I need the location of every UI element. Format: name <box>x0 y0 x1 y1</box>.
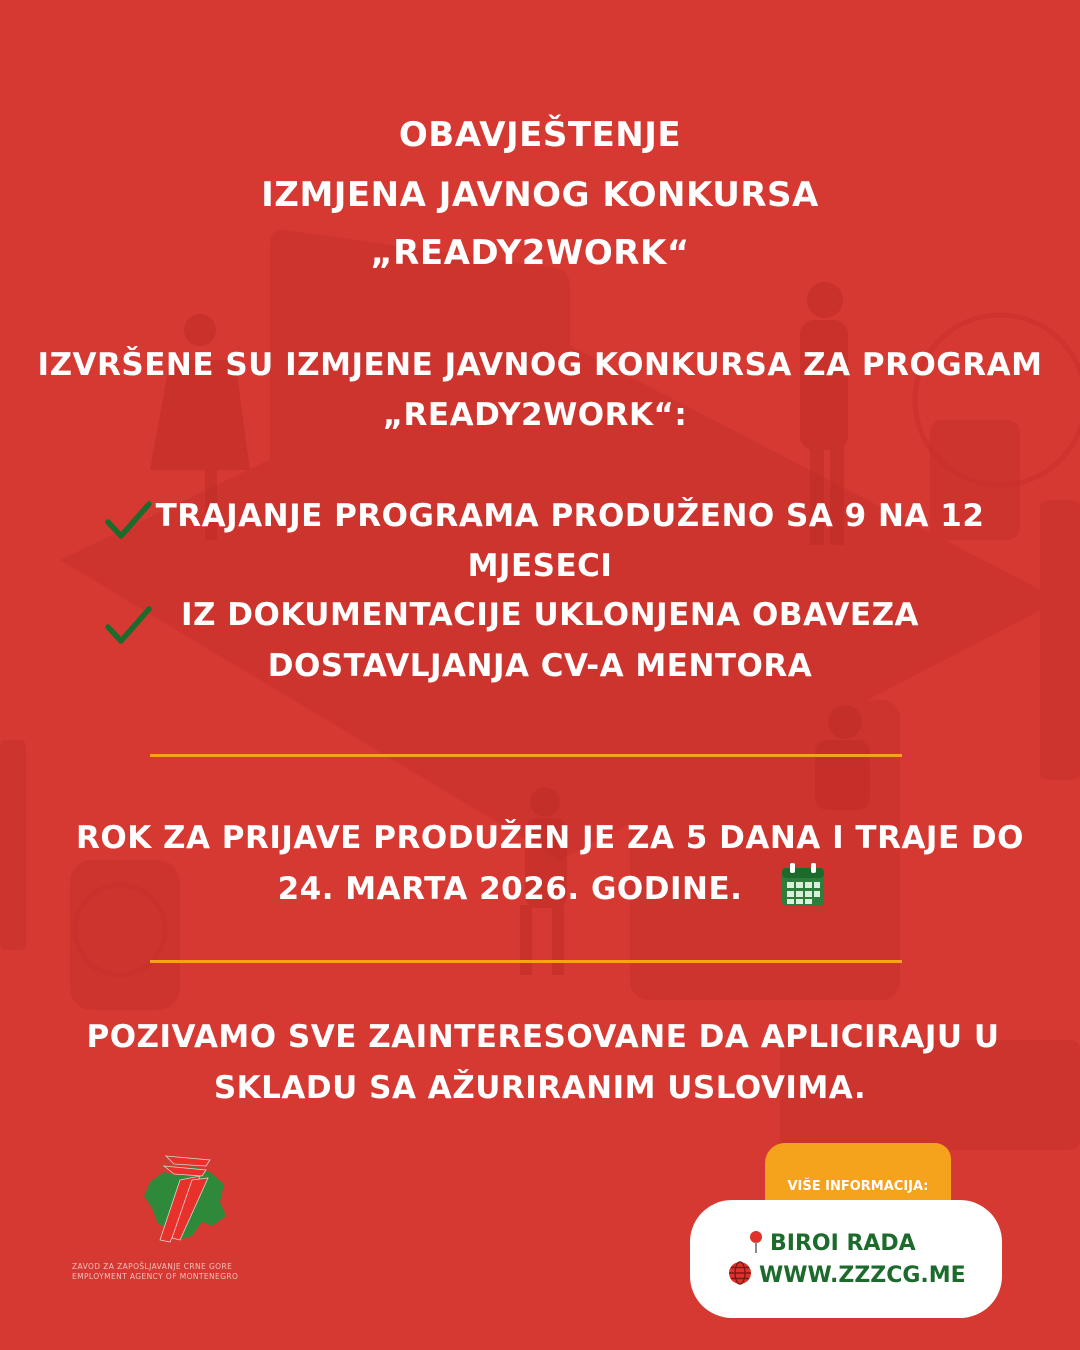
divider-bottom <box>150 960 902 963</box>
agency-logo <box>140 1150 230 1250</box>
offices-text: BIROI RADA <box>770 1231 916 1256</box>
program-name: „READY2WORK“ <box>370 233 690 273</box>
website-link[interactable]: WWW.ZZZCG.ME <box>759 1263 966 1288</box>
notice-subheading: IZMJENA JAVNOG KONKURSA <box>261 175 819 215</box>
logo-caption-local: ZAVOD ZA ZAPOŠLJAVANJE CRNE GORE <box>72 1262 233 1271</box>
divider-top <box>150 754 902 757</box>
website-line[interactable] <box>727 1260 966 1290</box>
deadline-line-2: 24. MARTA 2026. GODINE. <box>277 871 743 907</box>
logo-caption-english: EMPLOYMENT AGENCY OF MONTENEGRO <box>72 1272 239 1281</box>
notice-heading: OBAVJEŠTENJE <box>398 115 682 155</box>
change-item-1-line-1: TRAJANJE PROGRAMA PRODUŽENO SA 9 NA 12 <box>155 498 985 534</box>
calendar-icon <box>780 862 826 908</box>
intro-line-1: IZVRŠENE SU IZMJENE JAVNOG KONKURSA ZA PROGRAM <box>37 347 1043 383</box>
globe-icon <box>727 1260 753 1286</box>
change-item-2-line-1: IZ DOKUMENTACIJE UKLONJENA OBAVEZA <box>180 597 920 633</box>
invitation-line-1: POZIVAMO SVE ZAINTERESOVANE DA APLICIRAJU U <box>86 1019 1000 1055</box>
contact-info-box <box>690 1200 1002 1318</box>
change-item-2-line-2: DOSTAVLJANJA CV-A MENTORA <box>267 648 813 684</box>
deadline-line-1: ROK ZA PRIJAVE PRODUŽEN JE ZA 5 DANA I TRAJE DO <box>75 820 1025 856</box>
invitation-line-2: SKLADU SA AŽURIRANIM USLOVIMA. <box>213 1070 867 1106</box>
offices-line <box>748 1230 916 1260</box>
more-info-label: VIŠE INFORMACIJA: <box>787 1179 929 1194</box>
change-item-1-line-2: MJESECI <box>467 548 613 584</box>
intro-line-2: „READY2WORK“: <box>382 397 688 433</box>
pin-icon <box>748 1230 764 1254</box>
